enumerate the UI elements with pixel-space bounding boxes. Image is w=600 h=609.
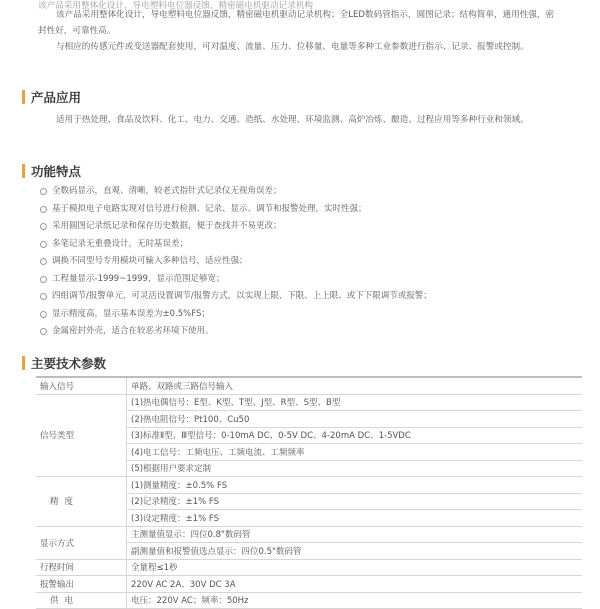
circle-bullet-icon <box>40 311 47 318</box>
row-label: 信号类型 <box>36 394 127 477</box>
specs-table <box>36 376 582 609</box>
features-list <box>40 183 432 341</box>
circle-bullet-icon <box>40 241 47 248</box>
row-value: (2)热电阻信号：Pt100、Cu50 <box>127 411 583 428</box>
list-item <box>40 201 432 219</box>
table-row <box>36 576 582 593</box>
row-value: (1)测量精度：±0.5% FS <box>127 477 583 494</box>
intro-paragraph-1: 该产品采用整体化设计，导电塑料电位器反馈，精密磁电机驱动记录机构；全LED数码管指示，圆图记录；结构简单，通用性强，密封性好，可靠性高。 <box>38 10 555 36</box>
circle-bullet-icon <box>40 293 47 300</box>
section-marker <box>22 356 25 370</box>
application-text: 适用于热处理、食品及饮料、化工、电力、交通、造纸、水处理、环境监测、高炉冶炼、酿造、过程应用等多种行业和领域。 <box>56 115 529 125</box>
feature-text: 基于模拟电子电路实现对信号进行检测、记录、显示、调节和报警处理，实时性强； <box>52 203 367 214</box>
section-marker <box>22 164 25 178</box>
circle-bullet-icon <box>40 258 47 265</box>
row-label: 行程时间 <box>36 559 127 576</box>
feature-text: 工程量显示-1999~1999，显示范围足够宽； <box>52 273 225 284</box>
table-row <box>36 394 582 411</box>
row-value: (4)电工信号：工频电压、工频电流、工频频率 <box>127 444 583 461</box>
row-label: 报警输出 <box>36 576 127 593</box>
features-title: 功能特点 <box>31 164 82 179</box>
list-item <box>40 271 432 289</box>
row-label: 显示方式 <box>36 526 127 559</box>
row-value: 电压：220V AC；频率：50Hz <box>127 592 583 609</box>
section-title-application <box>22 88 81 106</box>
row-label: 输入信号 <box>36 377 127 394</box>
row-label: 精度 <box>36 477 127 527</box>
circle-bullet-icon <box>40 188 47 195</box>
table-row <box>36 526 582 543</box>
feature-text: 四组调节/报警单元，可灵活设置调节/报警方式，以实现上限、下限、上上限、或下下限调节或报警； <box>52 291 432 301</box>
section-marker <box>22 90 25 104</box>
circle-bullet-icon <box>40 223 47 230</box>
intro-paragraph-2: 与相应的传感元件或变送器配套使用，可对温度、流量、压力、位移量、电量等多种工业参数进行指示、记录、报警或控制。 <box>56 41 529 52</box>
list-item <box>40 306 432 324</box>
row-value: (3)标准Ⅱ型、Ⅲ型信号：0-10mA DC、0-5V DC、4-20mA DC、1-5VDC <box>127 427 583 444</box>
table-row <box>36 592 582 609</box>
list-item <box>40 253 432 271</box>
row-value: (3)设定精度：±1% FS <box>127 510 583 527</box>
circle-bullet-icon <box>40 328 47 335</box>
feature-text: 调换不同型号专用模块可输入多种信号，适应性强； <box>52 256 248 266</box>
row-value: (5)根据用户要求定制 <box>127 460 583 477</box>
section-title-specs <box>22 354 106 372</box>
row-value: 副测量值和报警值选点显示：四位0.5"数码管 <box>127 543 583 560</box>
list-item <box>40 288 432 306</box>
feature-text: 全数码显示，直观、清晰，较老式指针式记录仪无视角误差； <box>52 186 282 196</box>
intro-cutoff-line: 该产品采用整体化设计，导电塑料电位器反馈，精密磁电机驱动记录机构 <box>38 1 314 11</box>
circle-bullet-icon <box>40 206 47 213</box>
feature-text: 显示精度高，显示基本误差为±0.5%FS； <box>52 308 210 319</box>
row-value: 单路、双路或三路信号输入 <box>127 377 583 394</box>
circle-bullet-icon <box>40 276 47 283</box>
row-value: (2)记录精度：±1% FS <box>127 493 583 510</box>
feature-text: 金属密封外壳，适合在较恶劣环境下使用。 <box>52 326 214 336</box>
section-title-features <box>22 162 81 180</box>
list-item <box>40 236 432 254</box>
specs-title: 主要技术参数 <box>31 356 107 371</box>
list-item <box>40 218 432 236</box>
row-value: (1)热电偶信号：E型、K型、T型、J型、R型、S型、B型 <box>127 394 583 411</box>
feature-text: 采用圆图记录纸记录和保存历史数据，便于查找并不易更改； <box>52 221 282 231</box>
intro-block <box>38 1 558 55</box>
row-value: 全量程≤1秒 <box>127 559 583 576</box>
feature-text: 多笔记录无重叠设计，无时基误差； <box>52 238 189 249</box>
table-row <box>36 377 582 394</box>
list-item <box>40 183 432 201</box>
table-row <box>36 559 582 576</box>
row-value: 220V AC 2A、30V DC 3A <box>127 576 583 593</box>
list-item <box>40 323 432 341</box>
table-row <box>36 477 582 494</box>
row-value: 主测量值显示：四位0.8"数码管 <box>127 526 583 543</box>
application-title: 产品应用 <box>31 90 82 105</box>
row-label: 供电 <box>36 592 127 609</box>
